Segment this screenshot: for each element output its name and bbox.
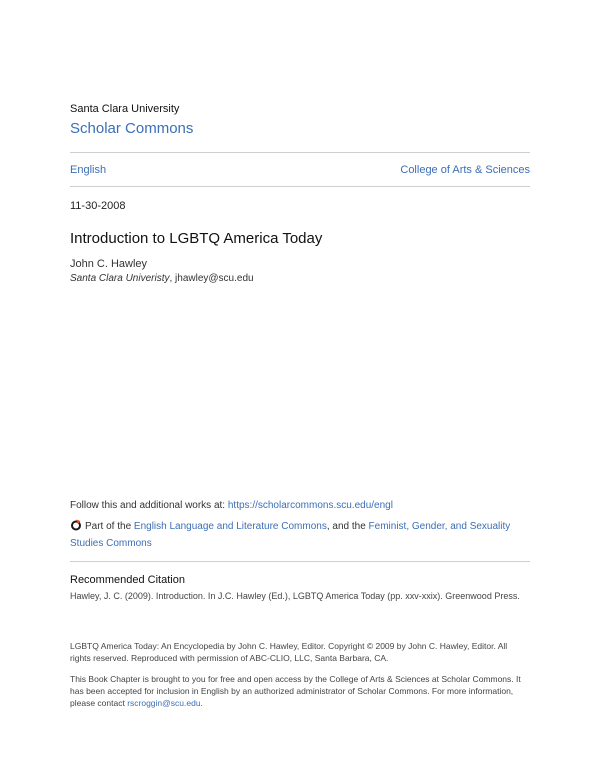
scholar-commons-link[interactable]: Scholar Commons [70, 120, 194, 137]
divider-citation [70, 561, 530, 562]
english-commons-link[interactable]: English Language and Literature Commons [133, 521, 327, 532]
author-affiliation [70, 273, 254, 284]
citation-heading: Recommended Citation [70, 574, 185, 586]
article-title: Introduction to LGBTQ America Today [70, 230, 323, 247]
department-link[interactable]: English [70, 164, 107, 176]
access-statement [70, 673, 530, 709]
part-mid: , and the [326, 521, 369, 532]
follow-line [70, 500, 393, 511]
contact-email-link[interactable]: rscroggin@scu.edu [127, 698, 201, 708]
divider-top [70, 152, 530, 153]
follow-prefix: Follow this and additional works at: [70, 500, 228, 511]
part-of-line [70, 518, 530, 552]
gender-studies-commons-link[interactable]: Feminist, Gender, and Sexuality Studies Commons [70, 521, 511, 549]
part-prefix: Part of the [85, 521, 134, 532]
institution-name: Santa Clara University [70, 103, 180, 115]
college-link[interactable]: College of Arts & Sciences [400, 164, 530, 176]
access-text: This Book Chapter is brought to you for free and open access by the College of Arts & Sciences at Scholar Commons. It has been accepted for inclusion in English by an authorized administrator of Scholar Commons. For more information, please contact [70, 674, 521, 708]
citation-text: Hawley, J. C. (2009). Introduction. In J.C. Hawley (Ed.), LGBTQ America Today (pp. xxv-xxix). Greenwood Press. [70, 591, 520, 601]
access-suffix: . [200, 698, 203, 708]
author-name: John C. Hawley [70, 258, 148, 270]
divider-bottom [70, 186, 530, 187]
affiliation-name: Santa Clara Univeristy [70, 273, 170, 284]
author-email: , jhawley@scu.edu [169, 273, 254, 284]
copyright-notice: LGBTQ America Today: An Encyclopedia by John C. Hawley, Editor. Copyright © 2009 by John C. Hawley, Editor. All rights reserved. Reproduced with permission of ABC-CLIO, LLC, Santa Barbara, CA. [70, 641, 508, 663]
follow-url-link[interactable]: https://scholarcommons.scu.edu/engl [227, 500, 393, 511]
publication-date: 11-30-2008 [70, 200, 126, 212]
open-access-icon [70, 519, 82, 531]
